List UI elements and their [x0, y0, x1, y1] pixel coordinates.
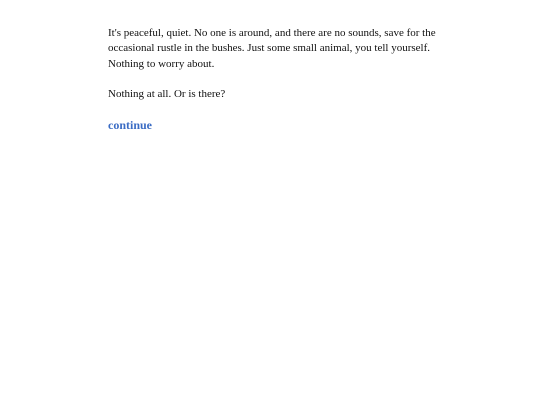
passage-paragraph: Nothing at all. Or is there? [108, 88, 226, 101]
continue-link[interactable]: continue [108, 117, 153, 132]
passage-paragraph: It's peaceful, quiet. No one is around, and there are no sounds, save for the occasional rustle in the bushes. Just some small animal, you tell yourself. Nothing to worry about. [108, 27, 436, 70]
story-passage [108, 26, 438, 134]
